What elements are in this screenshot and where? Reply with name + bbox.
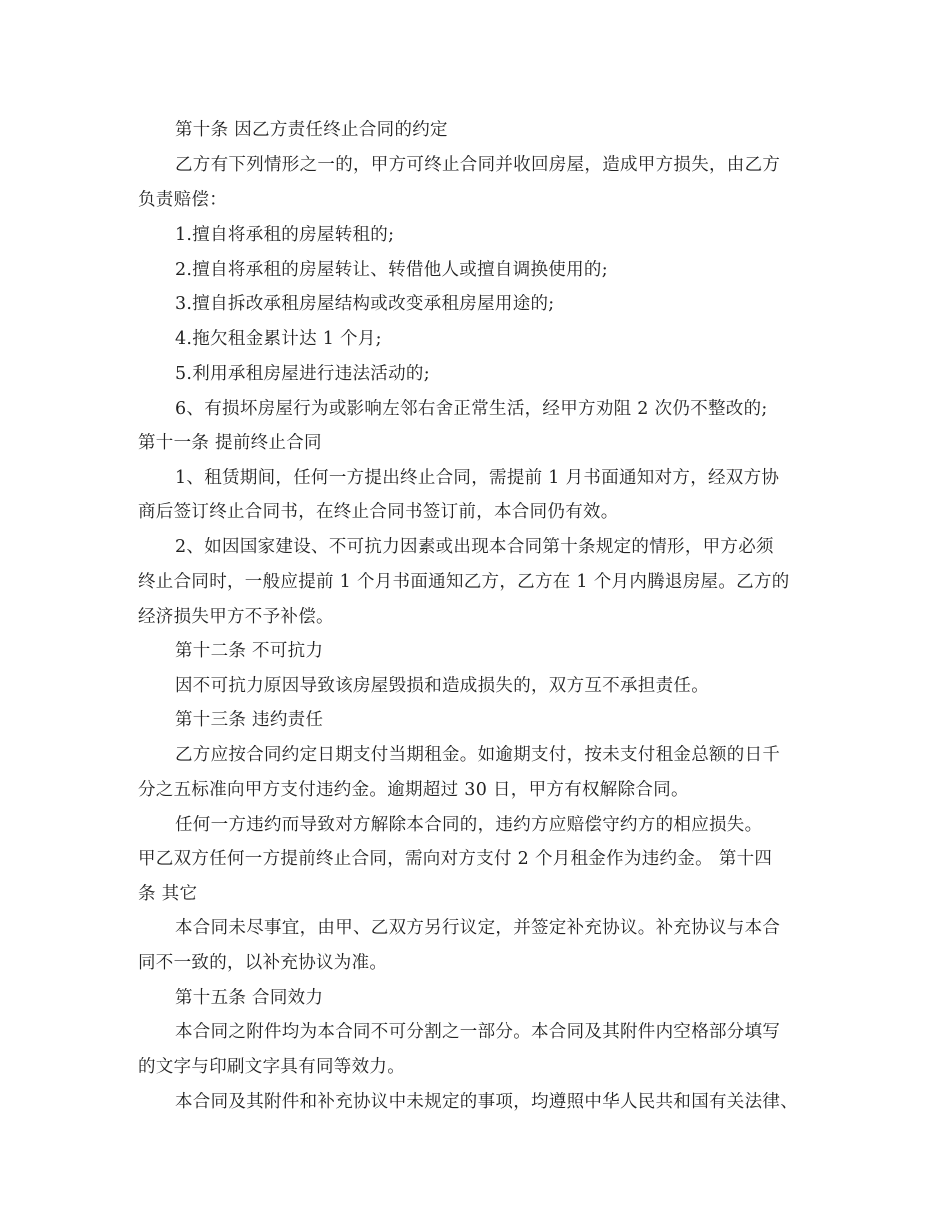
list-item: 5.利用承租房屋进行违法活动的; bbox=[175, 364, 430, 384]
heading-article-11: 第十一条 提前终止合同 bbox=[138, 433, 322, 453]
paragraph-line: 1、租赁期间，任何一方提出终止合同，需提前 1 月书面通知对方，经双方协 bbox=[175, 468, 780, 488]
paragraph-line: 甲乙双方任何一方提前终止合同，需向对方支付 2 个月租金作为违约金。 第十四 bbox=[138, 849, 773, 869]
paragraph-line: 本合同之附件均为本合同不可分割之一部分。本合同及其附件内空格部分填写 bbox=[175, 1022, 781, 1042]
paragraph-line: 因不可抗力原因导致该房屋毁损和造成损失的，双方互不承担责任。 bbox=[175, 676, 709, 696]
list-item: 1.擅自将承租的房屋转租的; bbox=[175, 225, 395, 245]
paragraph-line: 2、如因国家建设、不可抗力因素或出现本合同第十条规定的情形，甲方必须 bbox=[175, 537, 774, 557]
list-item: 4.拖欠租金累计达 1 个月; bbox=[175, 329, 382, 349]
paragraph-line: 本合同未尽事宜，由甲、乙双方另行议定，并签定补充协议。补充协议与本合 bbox=[175, 918, 781, 938]
paragraph-line: 终止合同时，一般应提前 1 个月书面通知乙方，乙方在 1 个月内腾退房屋。乙方的 bbox=[138, 572, 790, 592]
paragraph-line: 乙方应按合同约定日期支付当期租金。如逾期支付，按未支付租金总额的日千 bbox=[175, 745, 781, 765]
paragraph-line: 的文字与印刷文字具有同等效力。 bbox=[138, 1057, 405, 1077]
list-item: 6、有损坏房屋行为或影响左邻右舍正常生活，经甲方劝阻 2 次仍不整改的; bbox=[175, 399, 768, 419]
list-item: 3.擅自拆改承租房屋结构或改变承租房屋用途的; bbox=[175, 294, 555, 314]
heading-article-13: 第十三条 违约责任 bbox=[175, 710, 324, 730]
paragraph-line: 本合同及其附件和补充协议中未规定的事项，均遵照中华人民共和国有关法律、 bbox=[175, 1092, 798, 1112]
heading-article-12: 第十二条 不可抗力 bbox=[175, 641, 324, 661]
paragraph-line: 任何一方违约而导致对方解除本合同的，违约方应赔偿守约方的相应损失。 bbox=[175, 815, 763, 835]
list-item: 2.擅自将承租的房屋转让、转借他人或擅自调换使用的; bbox=[175, 260, 608, 280]
paragraph-line: 乙方有下列情形之一的，甲方可终止合同并收回房屋，造成甲方损失，由乙方 bbox=[175, 155, 781, 175]
paragraph-line: 分之五标准向甲方支付违约金。逾期超过 30 日，甲方有权解除合同。 bbox=[138, 780, 689, 800]
heading-article-10: 第十条 因乙方责任终止合同的约定 bbox=[175, 120, 448, 140]
paragraph-line: 商后签订终止合同书，在终止合同书签订前，本合同仍有效。 bbox=[138, 502, 619, 522]
paragraph-line: 同不一致的，以补充协议为准。 bbox=[138, 953, 388, 973]
paragraph-line: 经济损失甲方不予补偿。 bbox=[138, 607, 334, 627]
heading-article-15: 第十五条 合同效力 bbox=[175, 988, 324, 1008]
paragraph-line: 负责赔偿： bbox=[138, 190, 227, 210]
heading-article-14: 条 其它 bbox=[138, 884, 198, 904]
